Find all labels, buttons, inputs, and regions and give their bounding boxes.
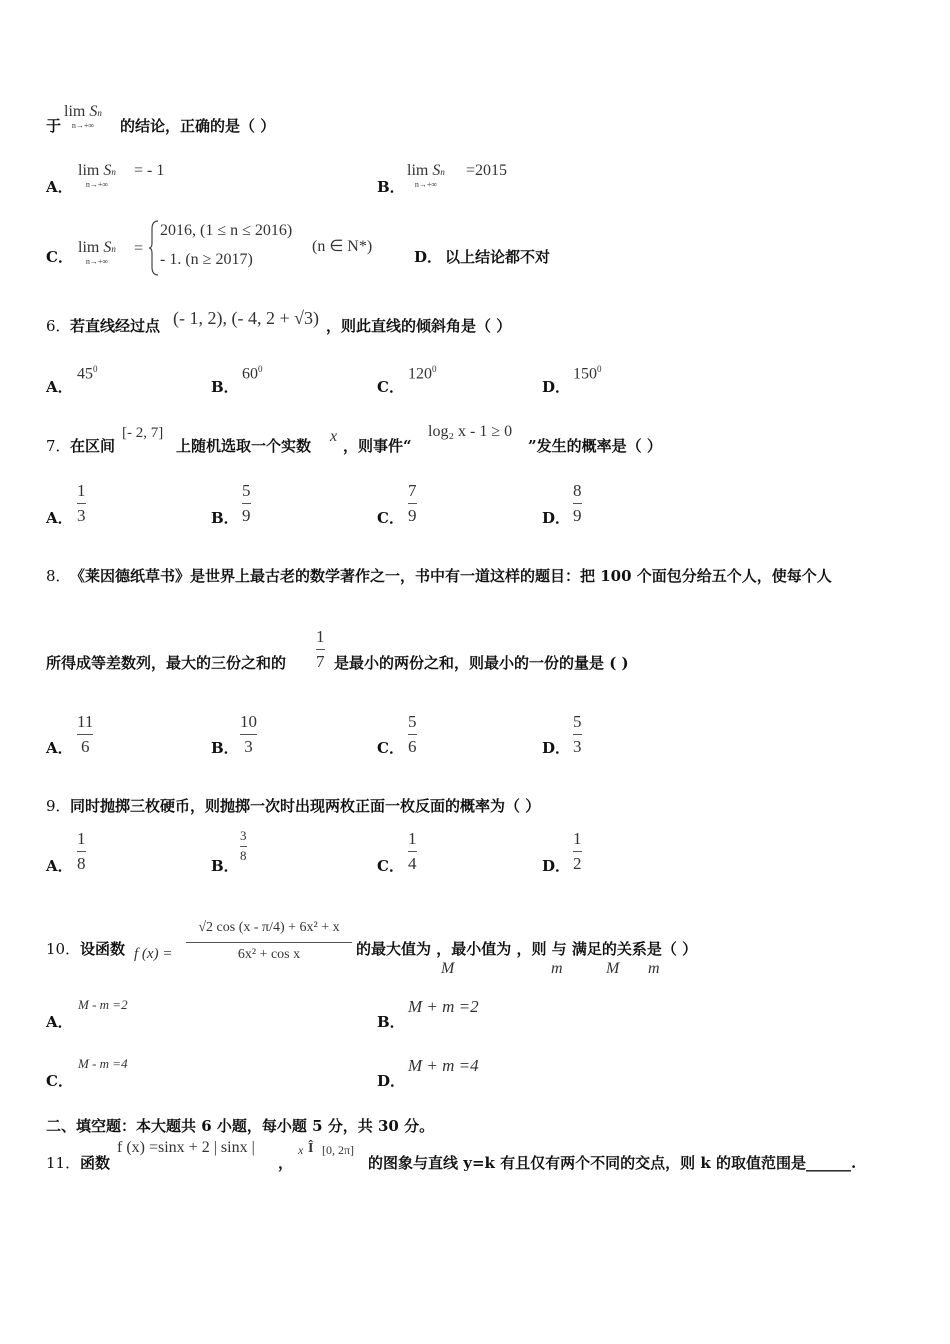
q5-option-c-equals: = <box>134 240 144 257</box>
q5-lead: 于 <box>46 117 62 135</box>
q9-option-fraction: 1 8 <box>77 829 86 873</box>
q8-option-fraction: 5 3 <box>573 712 582 756</box>
q10-denominator: 6x² + cos x <box>237 947 301 962</box>
q6-option-letter: D． <box>542 378 571 396</box>
q5-option-b-value: =2015 <box>466 162 508 179</box>
q8-option-letter: D． <box>542 739 571 757</box>
q5-option-c-case-1: 2016, (1 ≤ n ≤ 2016) <box>160 222 293 239</box>
q11-function: f (x) =sinx + 2 | sinx | <box>117 1139 255 1156</box>
q5-option-c-condition: (n ∈ N*) <box>312 238 373 255</box>
q8-line-2b: 是最小的两份之和，则最小的一份的量是 ( ) <box>334 654 629 672</box>
q6-option-value: $45^0$ <box>77 364 98 383</box>
q7-event: log₂ x - 1 ≥ 0 <box>428 423 513 440</box>
q7-option-letter: A． <box>46 509 73 527</box>
q6-option-value: $150^0$ <box>573 364 602 383</box>
q5-option-a-value: = - 1 <box>134 162 165 179</box>
q6-number: 6． <box>46 317 71 335</box>
q7-option-letter: C． <box>377 509 404 527</box>
q7-text-pre: 在区间 <box>70 437 116 455</box>
q6-option-letter: A． <box>46 378 73 396</box>
q9-option-letter: C． <box>377 857 404 875</box>
q7-text-mid2: ，则事件“ <box>343 437 412 455</box>
q10-text-pre: 设函数 <box>80 940 126 958</box>
q11-domain: [0, 2π] <box>322 1143 355 1157</box>
q8-option-fraction: 11 6 <box>77 712 94 756</box>
q6-text-pre: 若直线经过点 <box>70 317 161 335</box>
q7-option-fraction: 5 9 <box>242 481 251 525</box>
q10-option-letter: A． <box>46 1013 73 1031</box>
q10-option-letter: B． <box>377 1013 405 1031</box>
q9-option-letter: B． <box>211 857 239 875</box>
q11-text-post: 的图象与直线 y=k 有且仅有两个不同的交点，则 k 的取值范围是______. <box>368 1154 857 1172</box>
q9-option-letter: A． <box>46 857 73 875</box>
q5-option-c-limit: lim Sn n→+∞ <box>78 239 116 266</box>
q7-text-mid: 上随机选取一个实数 <box>176 437 312 455</box>
q9-number: 9． <box>46 797 71 815</box>
q7-variable-x: x <box>330 428 338 445</box>
q10-option-expression: M - m =4 <box>78 1056 128 1071</box>
q5-option-d-text: 以上结论都不对 <box>445 248 551 266</box>
q9-text: 同时抛掷三枚硬币，则抛掷一次时出现两枚正面一枚反面的概率为（ ） <box>70 797 541 815</box>
q6-option-value: $60^0$ <box>242 364 263 383</box>
q6-option-letter: B． <box>211 378 239 396</box>
q10-numerator: √2 cos (x - π/4) + 6x² + x <box>198 920 340 935</box>
q10-option-letter: C． <box>46 1072 73 1090</box>
q10-option-expression: M + m =4 <box>408 1056 479 1075</box>
q10-text-post: 的最大值为 ，最小值为 ，则 与 满足的关系是（ ） <box>356 940 698 958</box>
q5-question-tail: 的结论，正确的是（ ） <box>120 117 276 135</box>
q7-text-post: ”发生的概率是（ ） <box>528 437 662 455</box>
q7-option-fraction: 1 3 <box>77 481 86 525</box>
q8-option-letter: B． <box>211 739 239 757</box>
q10-function-fraction <box>186 920 352 963</box>
q5-option-c-case-2: - 1. (n ≥ 2017) <box>160 251 253 268</box>
q10-min-m: m <box>551 960 563 977</box>
q8-line-2a: 所得成等差数列，最大的三份之和的 <box>46 654 287 672</box>
q10-number: 10． <box>46 940 81 958</box>
q9-option-fraction: 3 8 <box>240 828 247 863</box>
q10-max-M: M <box>441 960 455 977</box>
q5-option-b-limit: lim Sn n→+∞ <box>407 162 445 189</box>
q9-option-fraction: 1 2 <box>573 829 582 873</box>
q10-option-letter: D． <box>377 1072 406 1090</box>
q9-option-fraction: 1 4 <box>408 829 417 873</box>
q8-option-letter: C． <box>377 739 404 757</box>
q6-option-value: $120^0$ <box>408 364 437 383</box>
q8-option-letter: A． <box>46 739 73 757</box>
q7-option-fraction: 8 9 <box>573 481 582 525</box>
q10-fx: f (x) = <box>134 946 173 962</box>
q5-option-a-limit: lim Sn n→+∞ <box>78 162 116 189</box>
q5-option-b-letter: B． <box>377 178 405 196</box>
q8-option-fraction: 10 3 <box>240 712 257 756</box>
q6-text-post: ，则此直线的倾斜角是（ ） <box>326 317 512 335</box>
q7-number: 7． <box>46 437 71 455</box>
q5-limit-expression: lim Sn n→+∞ <box>64 103 102 130</box>
q11-number: 11． <box>46 1154 81 1172</box>
section-2-heading: 二、填空题：本大题共 6 小题，每小题 5 分，共 30 分。 <box>46 1117 435 1135</box>
q11-domain-in: Î <box>308 1141 314 1156</box>
q8-option-fraction: 5 6 <box>408 712 417 756</box>
q7-option-letter: B． <box>211 509 239 527</box>
q6-option-letter: C． <box>377 378 404 396</box>
q11-text-pre: 函数 <box>80 1154 111 1172</box>
q10-rel-M: M <box>606 960 620 977</box>
q7-option-fraction: 7 9 <box>408 481 417 525</box>
q7-option-letter: D． <box>542 509 571 527</box>
q10-rel-m: m <box>648 960 660 977</box>
q5-option-c-brace <box>148 219 160 277</box>
q8-fraction: 1 7 <box>316 627 325 671</box>
q11-comma: ， <box>278 1154 294 1172</box>
q5-option-d-letter: D． <box>414 248 443 266</box>
q8-number: 8． <box>46 567 71 585</box>
q10-option-expression: M - m =2 <box>78 997 128 1012</box>
q10-option-expression: M + m =2 <box>408 997 479 1016</box>
q5-option-a-letter: A． <box>46 178 73 196</box>
q9-option-letter: D． <box>542 857 571 875</box>
q7-interval: [- 2, 7] <box>122 425 164 441</box>
q11-domain-x: x <box>298 1143 304 1157</box>
q5-option-c-letter: C． <box>46 248 73 266</box>
q8-line-1: 《莱因德纸草书》是世界上最古老的数学著作之一，书中有一道这样的题目：把 100 个面包分给五个人，使每个人 <box>70 567 832 585</box>
q6-points: (- 1, 2), (- 4, 2 + √3) <box>173 308 319 328</box>
